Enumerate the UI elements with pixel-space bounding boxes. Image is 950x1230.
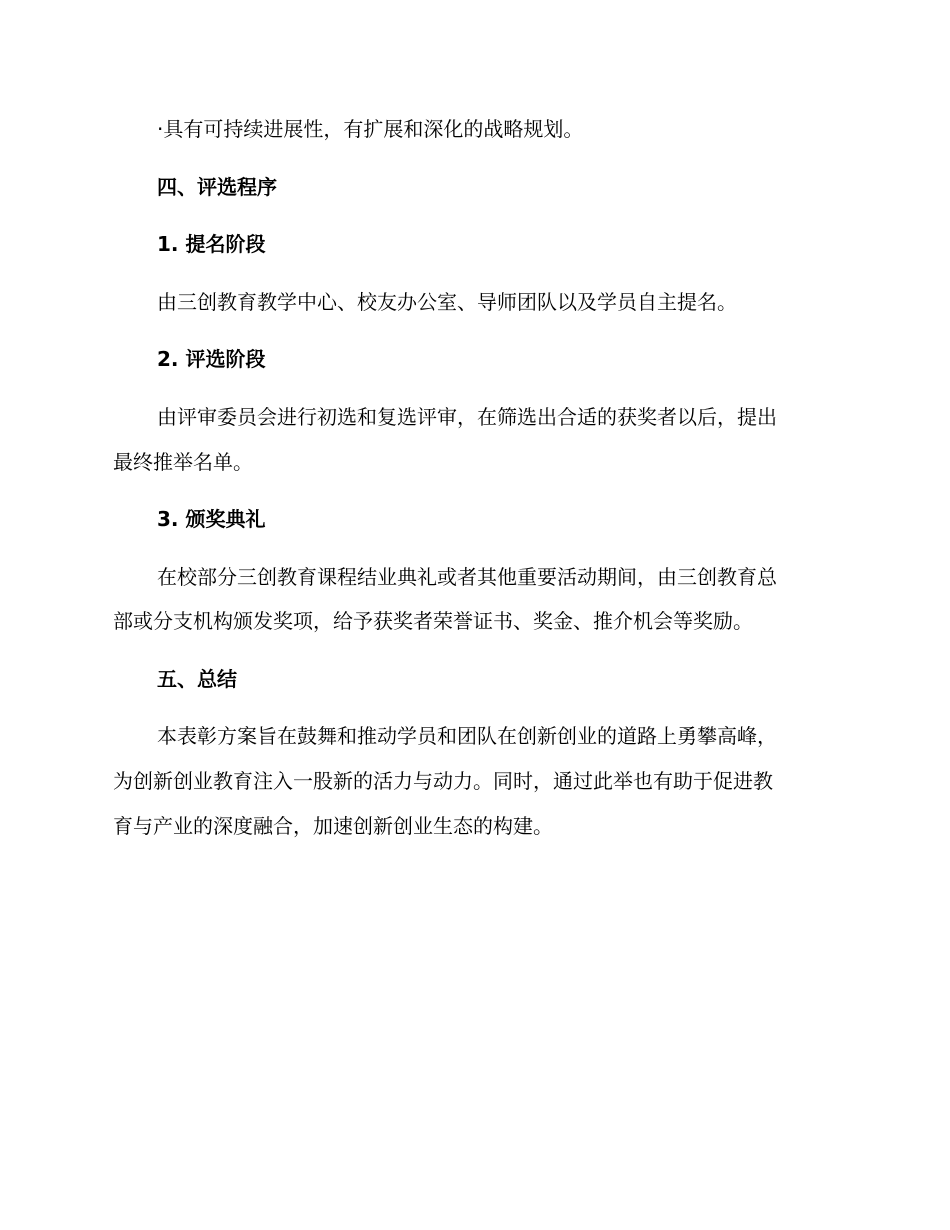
step-body-award-ceremony-line-2: 部或分支机构颁发奖项，给予获奖者荣誉证书、奖金、推介机会等奖励。 bbox=[113, 609, 753, 633]
step-body-nomination: 由三创教育教学中心、校友办公室、导师团队以及学员自主提名。 bbox=[157, 290, 737, 314]
step-heading-nomination: 1. 提名阶段 bbox=[157, 232, 266, 256]
section-heading-summary: 五、总结 bbox=[157, 667, 237, 691]
step-body-selection-line-1: 由评审委员会进行初选和复选评审，在筛选出合适的获奖者以后，提出 bbox=[157, 405, 777, 429]
step-body-selection-line-2: 最终推举名单。 bbox=[113, 450, 253, 474]
step-body-award-ceremony-line-1: 在校部分三创教育课程结业典礼或者其他重要活动期间，由三创教育总 bbox=[157, 565, 777, 589]
section-heading-evaluation-procedure: 四、评选程序 bbox=[157, 175, 277, 199]
step-heading-award-ceremony: 3. 颁奖典礼 bbox=[157, 507, 266, 531]
summary-body-line-1: 本表彰方案旨在鼓舞和推动学员和团队在创新创业的道路上勇攀高峰， bbox=[157, 724, 777, 748]
summary-body-line-2: 为创新创业教育注入一股新的活力与动力。同时，通过此举也有助于促进教 bbox=[113, 769, 773, 793]
step-heading-selection: 2. 评选阶段 bbox=[157, 347, 266, 371]
bullet-item: ·具有可持续进展性，有扩展和深化的战略规划。 bbox=[157, 117, 584, 141]
summary-body-line-3: 育与产业的深度融合，加速创新创业生态的构建。 bbox=[113, 814, 553, 838]
